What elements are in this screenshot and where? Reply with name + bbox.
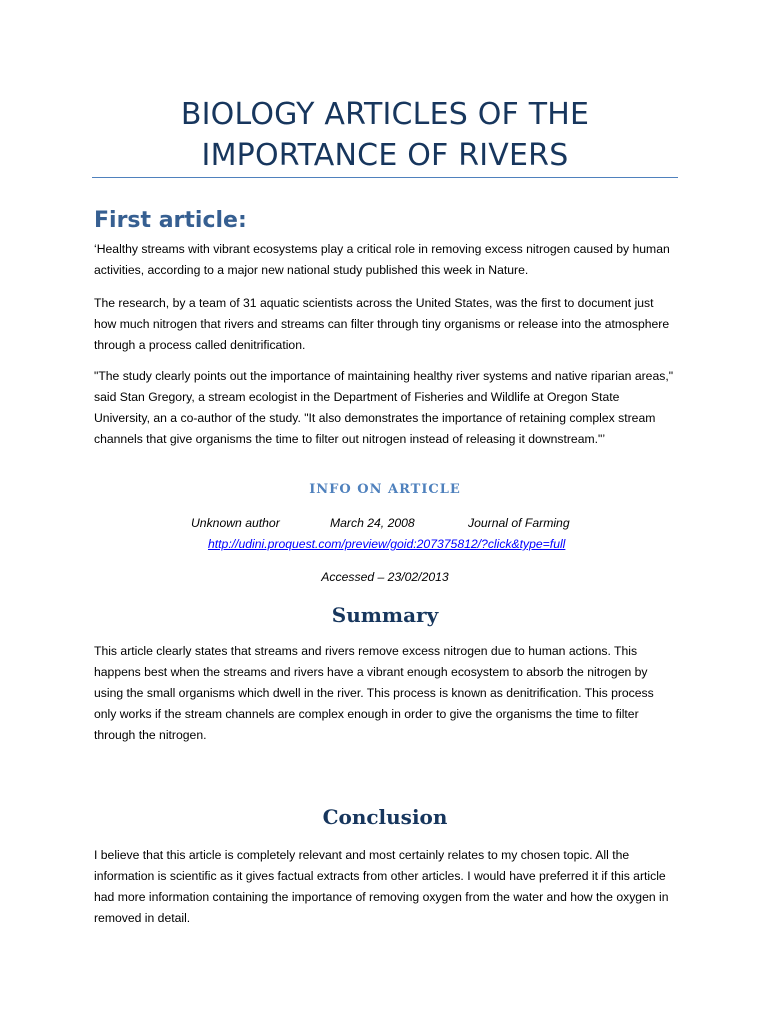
article-meta-row xyxy=(92,513,678,533)
conclusion-paragraph: I believe that this article is completely relevant and most certainly relates to my chosen topic. All the information is scientific as it gives factual extracts from other articles. I would have preferred it if this article had more information containing the importance of removing oxygen from the water and how the oxygen in removed in detail. xyxy=(94,848,669,925)
article-journal: Journal of Farming xyxy=(468,516,570,530)
summary-heading: Summary xyxy=(331,603,439,627)
title-line-1: BIOLOGY ARTICLES OF THE xyxy=(180,97,590,132)
summary-paragraph: This article clearly states that streams and rivers remove excess nitrogen due to human actions. This happens best when the streams and rivers have a vibrant enough ecosystem to absorb the nitrogen by using the small organisms which dwell in the river. This process is known as denitrification. This process only works if the stream channels are complex enough in order to give the organisms the time to filter through the nitrogen. xyxy=(94,644,654,742)
article-paragraph-2: The research, by a team of 31 aquatic scientists across the United States, was the first to document just how much nitrogen that rivers and streams can filter through tiny organisms or release into the atmosphere through a process called denitrification. xyxy=(94,296,670,352)
article-paragraph-1: ‘Healthy streams with vibrant ecosystems play a critical role in removing excess nitrogen caused by human activities, according to a major new national study published this week in Nature. xyxy=(94,242,670,277)
conclusion-heading: Conclusion xyxy=(322,805,448,829)
article-author: Unknown author xyxy=(191,516,280,530)
article-paragraph-3: "The study clearly points out the importance of maintaining healthy river systems and native riparian areas," said Stan Gregory, a stream ecologist in the Department of Fisheries and Wildlife at Oregon State University, an a co-author of the study. "It also demonstrates the importance of retaining complex stream channels that give organisms the time to filter out nitrogen instead of releasing it downstream."’ xyxy=(94,369,674,446)
info-heading: INFO ON ARTICLE xyxy=(309,482,461,497)
document-title xyxy=(92,94,678,176)
article-source-link[interactable]: http://udini.proquest.com/preview/goid:207375812/?click&type=full xyxy=(208,537,566,551)
first-article-heading: First article: xyxy=(94,208,247,233)
title-line-2: IMPORTANCE OF RIVERS xyxy=(201,138,569,173)
title-divider xyxy=(92,177,678,178)
accessed-date: Accessed – 23/02/2013 xyxy=(321,570,449,584)
article-date: March 24, 2008 xyxy=(330,516,415,530)
